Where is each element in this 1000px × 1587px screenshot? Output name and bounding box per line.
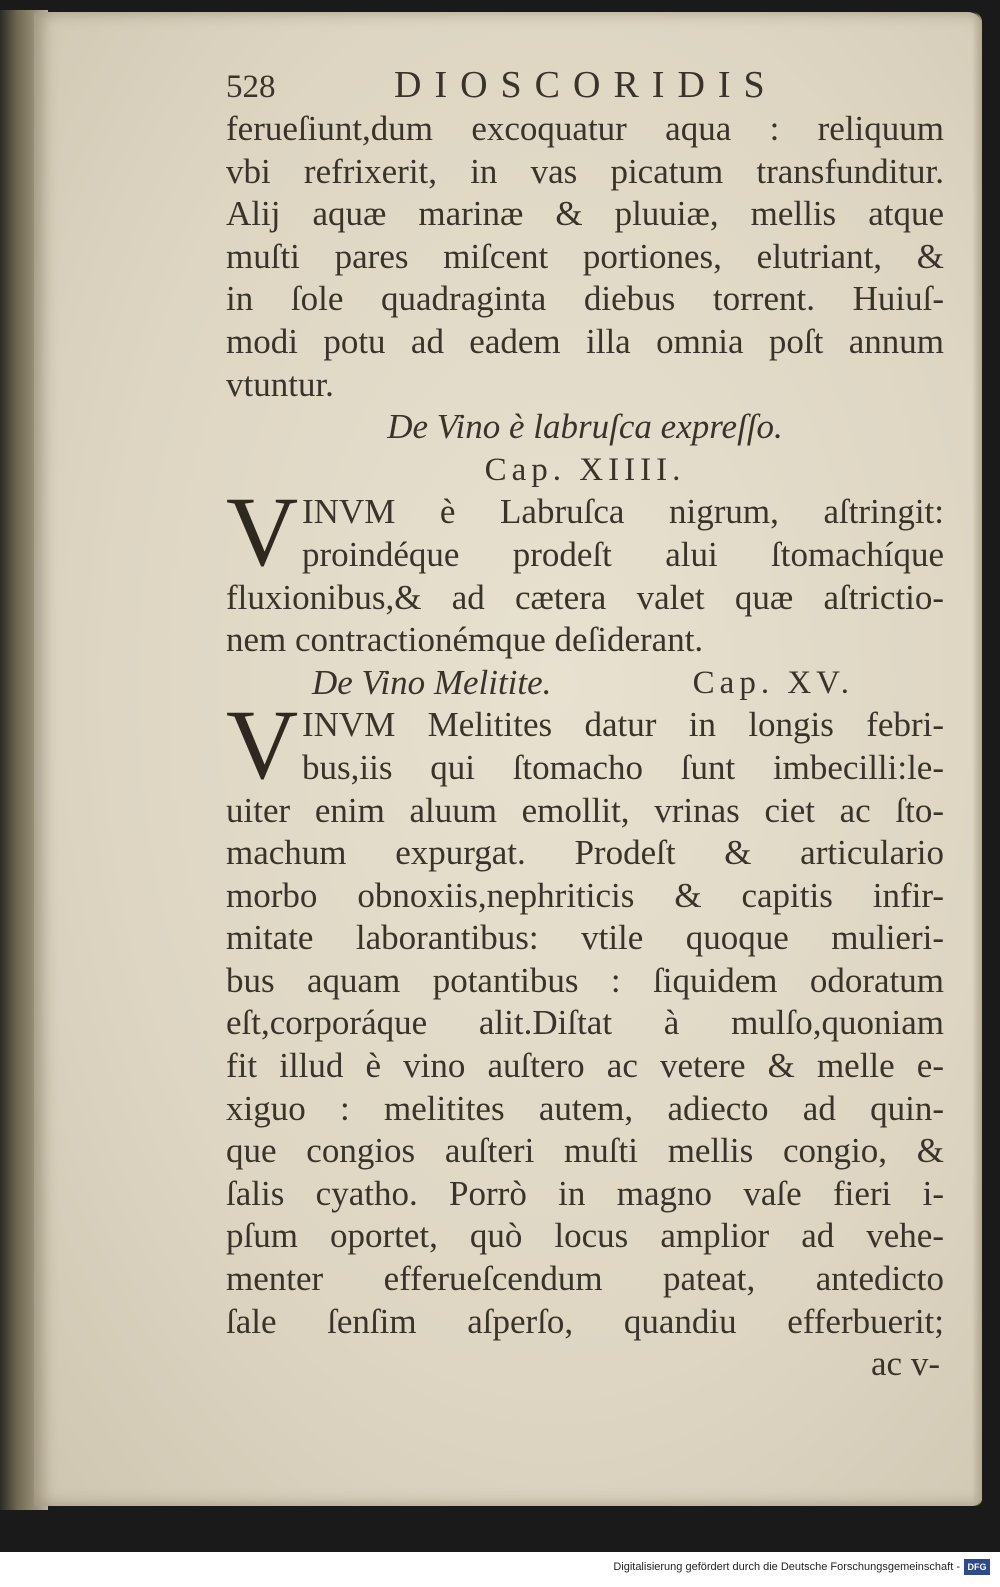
- text-line: uiter enim aluum emollit, vrinas ciet ac ſto-: [226, 790, 944, 830]
- paragraph-xv: [226, 689, 944, 1343]
- text-line: muſti pares miſcent portiones, elutriant, &: [226, 236, 944, 276]
- text-line: INVM Melitites datur in longis febri-: [302, 705, 944, 745]
- text-line: proindéque prodeſt alui ſtomachíque: [302, 534, 944, 574]
- text-line: fluxionibus,& ad cætera valet quæ aſtrictio-: [226, 577, 944, 617]
- paragraph-xiiii: [226, 476, 944, 661]
- text-line: INVM è Labruſca nigrum, aſtringit:: [302, 492, 944, 532]
- text-line: vtuntur.: [226, 364, 334, 404]
- chapter-label-xiiii: Cap. XIIII.: [484, 451, 686, 488]
- running-head: [226, 60, 944, 108]
- dfg-logo: DFG: [964, 1559, 990, 1575]
- chapter-label-xv: Cap. XV.: [692, 664, 854, 701]
- footer-bar: [0, 1552, 1000, 1587]
- text-line: bus,iis qui ſtomacho ſunt imbecilli:le-: [302, 747, 944, 787]
- text-line: modi potu ad eadem illa omnia poſt annum: [226, 321, 944, 361]
- text-line: ſalis cyatho. Porrò in magno vaſe fieri i-: [226, 1173, 944, 1213]
- text-line: fit illud è vino auſtero ac vetere & melle e-: [226, 1046, 944, 1086]
- text-line: vbi refrixerit, in vas picatum transfunditur.: [226, 151, 944, 191]
- text-line: xiguo : melitites autem, adiecto ad quin-: [226, 1088, 944, 1128]
- page-edge: [972, 12, 982, 1506]
- funding-credit: Digitalisierung gefördert durch die Deutsche Forschungsgemeinschaft -: [613, 1561, 960, 1573]
- text-line: in ſole quadraginta diebus torrent. Huiuſ-: [226, 279, 944, 319]
- text-line: morbo obnoxiis,nephriticis & capitis infir-: [226, 875, 944, 915]
- text-line: eſt,corporáque alit.Diſtat à mulſo,quoniam: [226, 1003, 944, 1043]
- text-line: ſale ſenſim aſperſo, quandiu efferbuerit;: [226, 1301, 944, 1341]
- text-line: menter efferueſcendum pateat, antedicto: [226, 1259, 944, 1299]
- text-line: que congios auſteri muſti mellis congio, &: [226, 1131, 944, 1171]
- drop-cap: V: [226, 689, 299, 801]
- page-text-block: [226, 60, 944, 1386]
- drop-cap: V: [226, 476, 299, 588]
- page-number: 528: [226, 69, 276, 105]
- section-title-xv: De Vino Melitite.: [312, 662, 552, 702]
- text-line: Alij aquæ marinæ & pluuiæ, mellis atque: [226, 194, 944, 234]
- running-title: DIOSCORIDIS: [394, 64, 778, 106]
- text-line: machum expurgat. Prodeſt & articulario: [226, 833, 944, 873]
- text-line: pſum oportet, quò locus amplior ad vehe-: [226, 1216, 944, 1256]
- catchword: ac v-: [871, 1344, 940, 1384]
- text-line: ferueſiunt,dum excoquatur aqua : reliquum: [226, 109, 944, 148]
- text-line: bus aquam potantibus : ſiquidem odoratum: [226, 960, 944, 1000]
- text-line: mitate laborantibus: vtile quoque mulieri-: [226, 918, 944, 958]
- opening-paragraph: [226, 108, 944, 406]
- text-line: nem contractionémque deſiderant.: [226, 620, 704, 660]
- section-title-xiiii: De Vino è labruſca expreſſo.: [387, 407, 783, 447]
- section-heading-xv: [226, 662, 944, 705]
